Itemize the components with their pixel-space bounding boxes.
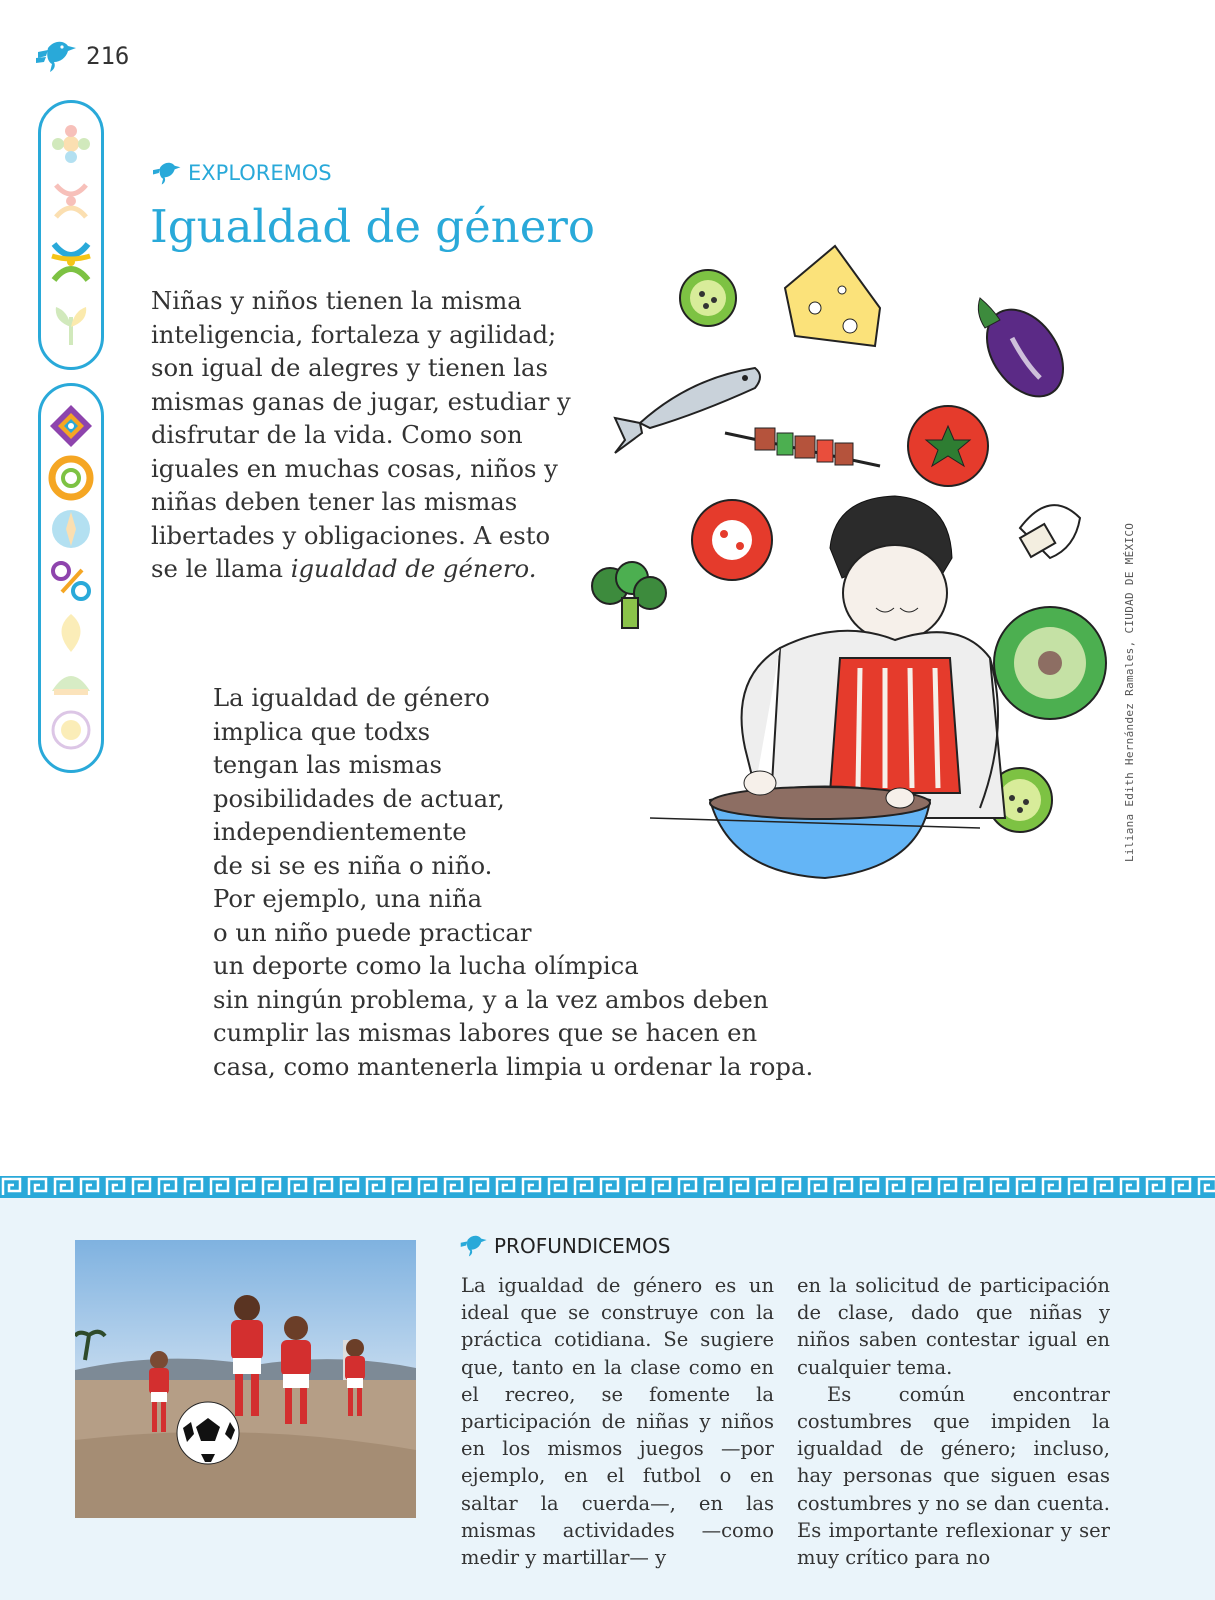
section-tag-explore-label: EXPLOREMOS xyxy=(188,161,332,185)
target-circle-icon xyxy=(48,455,94,501)
broccoli-icon xyxy=(592,562,666,628)
section-tag-deepen-label: PROFUNDICEMOS xyxy=(494,1233,671,1258)
pepper-slice-icon xyxy=(994,607,1106,719)
mushroom-icon xyxy=(1020,505,1080,558)
body-line: sin ningún problema, y a la vez ambos deben xyxy=(213,984,769,1014)
sidebar-top-group xyxy=(38,100,104,370)
percent-link-icon xyxy=(48,558,94,604)
page-header xyxy=(34,38,129,74)
tomato-icon xyxy=(908,406,988,486)
hummingbird-logo-icon xyxy=(34,38,78,74)
body-line: Por ejemplo, una niña xyxy=(213,884,483,913)
hummingbird-icon xyxy=(458,1233,488,1258)
column-left-paragraph: La igualdad de género es un ideal que se construye con la práctica cotidiana. Se sugiere que, tanto en la clase como en el recreo, se fomente la participación de niñas y niños en los mismos juegos —por ejemplo, en el futbol o en saltar la cuerda—, en las mismas actividades —como medir y martillar— y xyxy=(461,1274,774,1570)
greek-key-border xyxy=(0,1176,1215,1198)
eggplant-icon xyxy=(971,295,1078,410)
plant-icon xyxy=(46,297,96,349)
sidebar-bottom-group xyxy=(38,383,104,773)
shell-icon xyxy=(48,661,94,701)
body-line: cumplir las mismas labores que se hacen en xyxy=(213,1018,758,1047)
body-line: independientemente xyxy=(213,817,467,846)
soccer-ball-icon xyxy=(177,1402,239,1464)
flower-icon xyxy=(46,122,96,166)
page-title: Igualdad de género xyxy=(150,200,595,253)
body-line: o un niño puede practicar xyxy=(213,917,532,947)
intro-term: igualdad de género. xyxy=(290,554,537,583)
hummingbird-icon xyxy=(150,160,182,186)
column-right-paragraph-2: Es común encontrar costumbres que impiden la igualdad de género; incluso, hay personas que siguen esas costumbres y no se dan cuenta. Es importante reflexionar y ser muy crítico para no xyxy=(797,1382,1110,1570)
star-diamond-icon xyxy=(48,403,94,449)
people-icon xyxy=(46,236,96,288)
cucumber-slice-icon xyxy=(680,270,736,326)
girls-soccer-photo xyxy=(75,1240,416,1518)
column-right-paragraph-1: en la solicitud de participación de clase, dado que niñas y niños saben contestar igual en cualquier tema. xyxy=(797,1274,1110,1379)
tomato-slice-icon xyxy=(692,500,772,580)
fish-icon xyxy=(615,368,760,453)
text-column-left xyxy=(461,1272,774,1571)
body-line: tengan las mismas xyxy=(213,750,442,779)
section-tag-explore xyxy=(150,160,332,186)
kebab-icon xyxy=(725,428,880,466)
body-line: implica que todxs xyxy=(213,716,431,746)
page-number: 216 xyxy=(86,42,130,70)
body-line: La igualdad de género xyxy=(213,683,490,712)
body-line: un deporte como la lucha olímpica xyxy=(213,951,639,980)
body-line: posibilidades de actuar, xyxy=(213,783,505,813)
body-line: casa, como mantenerla limpia u ordenar la ropa. xyxy=(213,1051,814,1081)
cheese-icon xyxy=(785,246,880,346)
figure-icon xyxy=(46,175,96,227)
sun-circle-icon xyxy=(48,707,94,753)
intro-text: Niñas y niños tienen la misma inteligencia, fortaleza y agilidad; son igual de alegres y tienen las mismas ganas de jugar, estudiar y disfrutar de la vida. Como son iguales en muchas cosas, niños y niñas deben tener las mismas libertades y obligaciones. A esto se le llama xyxy=(151,286,571,583)
compass-icon xyxy=(48,506,94,552)
illustration-credit: Liliana Edith Hernández Ramales, CIUDAD DE MÉXICO xyxy=(1123,522,1136,862)
text-column-right xyxy=(797,1272,1110,1571)
intro-paragraph xyxy=(151,284,571,586)
cooking-boy-illustration xyxy=(580,228,1165,908)
leaf-icon xyxy=(48,610,94,656)
section-tag-deepen xyxy=(458,1233,670,1258)
body-line: de si se es niña o niño. xyxy=(213,850,493,880)
